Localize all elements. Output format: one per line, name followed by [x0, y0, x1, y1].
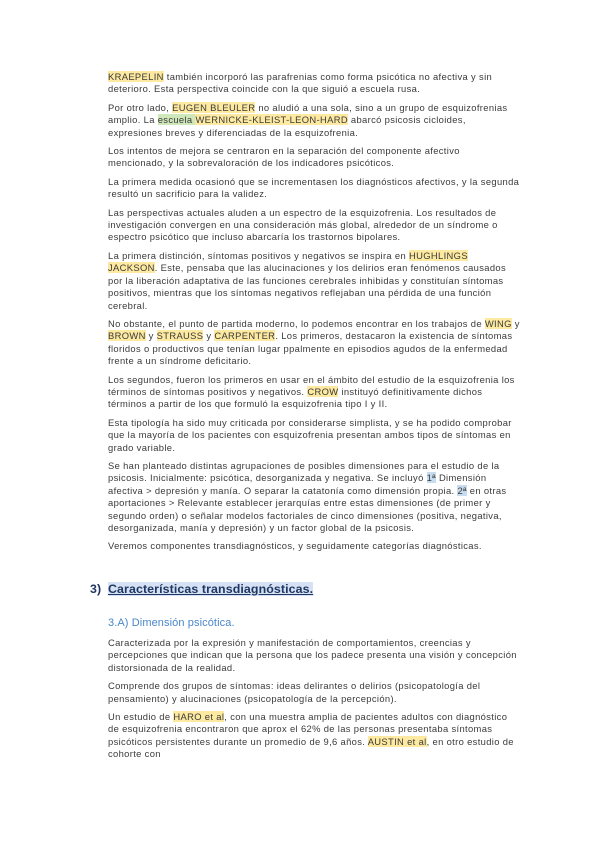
text-run: La primera medida ocasionó que se incrementasen los diagnósticos afectivos, y la segunda resultó un sacrificio para la validez.: [108, 175, 520, 200]
highlighted-author: EUGEN BLEULER: [172, 101, 256, 113]
paragraph: [108, 250, 520, 312]
text-run: y: [203, 330, 215, 342]
highlighted-author: AUSTIN et al: [367, 735, 427, 747]
text-run: Los segundos, fueron los primeros en usar en el ámbito del estudio de la esquizofrenia los términos de síntomas positivos y negativos.: [108, 373, 515, 397]
highlighted-author: WING: [484, 317, 512, 329]
paragraph: [108, 680, 520, 705]
highlighted-author: BROWN: [108, 330, 146, 342]
paragraph: [108, 207, 520, 244]
text-run: Por otro lado,: [108, 101, 173, 113]
text-run: Veremos componentes transdiagnósticos, y seguidamente categorías diagnósticas.: [108, 540, 482, 552]
text-run: . Este, pensaba que las alucinaciones y los delirios eran fenómenos causados por la liberación adaptativa de las funciones cerebrales inhibidas y constituían síntomas positivos, mientras que los síntomas negativos reflejaban una pérdida de una función cerebral.: [108, 262, 507, 311]
paragraph: [108, 637, 520, 674]
highlighted-author: STRAUSS: [156, 330, 204, 342]
paragraph: [108, 540, 520, 552]
section-number: 3): [90, 582, 102, 596]
text-run: en otras aportaciones > Relevante establecer jerarquías entre estas dimensiones (de primer y segundo orden) o señalar modelos factoriales de cinco dimensiones (positiva, negativa, desorganizada, manía y depresión) y un factor global de la psicosis.: [108, 484, 507, 533]
paragraph: [108, 318, 520, 368]
section-heading: [90, 582, 313, 596]
highlighted-ordinal: 2ª: [457, 484, 467, 496]
highlighted-author: WERNICKE-KLEIST-LEON-HARD: [195, 114, 348, 126]
highlighted-ordinal: 1ª: [426, 472, 436, 484]
highlighted-author: CROW: [307, 385, 339, 397]
text-run: abarcó psicosis cicloides, expresiones breves y diferenciadas de la esquizofrenia.: [108, 114, 466, 138]
text-run: Los intentos de mejora se centraron en la separación del componente afectivo mencionado, y la sobrevaloración de los indicadores psicóticos.: [108, 145, 460, 169]
text-run: . Los primeros, destacaron la existencia de síntomas floridos o productivos que tenían lugar ppalmente en episodios agudos de la enfermedad frente a un síndrome deficitario.: [108, 330, 513, 367]
body-text-block-1: [108, 71, 520, 559]
highlighted-text: escuela: [157, 114, 196, 126]
paragraph: [108, 102, 520, 139]
paragraph: [108, 374, 520, 411]
text-run: No obstante, el punto de partida moderno, lo podemos encontrar en los trabajos de: [108, 317, 485, 329]
text-run: no aludió a una sola, sino a un grupo de esquizofrenias amplio. La: [108, 101, 508, 126]
text-run: Comprende dos grupos de síntomas: ideas delirantes o delirios (psicopatología del pensamiento) y alucinaciones (psicopatología de la percepción).: [108, 680, 481, 704]
highlighted-author: HARO et al: [173, 711, 225, 723]
paragraph: [108, 711, 520, 761]
text-run: Dimensión afectiva > depresión y manía. O separar la catatonía como dimensión propia.: [108, 472, 487, 496]
highlighted-author: KRAEPELIN: [108, 71, 164, 82]
text-run: y: [145, 330, 157, 342]
text-run: también incorporó las parafrenias como forma psicótica no afectiva y sin deterioro. Esta perspectiva coincide con la que siguió a escuela rusa.: [108, 71, 493, 95]
highlighted-author: CARPENTER: [214, 330, 276, 342]
text-run: instituyó definitivamente dichos términos a partir de los que formuló la esquizofrenia tipo I y II.: [108, 385, 483, 410]
text-run: Esta tipología ha sido muy criticada por considerarse simplista, y se ha podido comprobar que la mayoría de los pacientes con esquizofrenia presentan ambos tipos de síntomas en grado variable.: [108, 416, 512, 453]
paragraph: [108, 460, 520, 534]
paragraph: [108, 71, 520, 96]
section-title: Características transdiagnósticas.: [108, 582, 314, 596]
text-run: y: [511, 317, 520, 329]
paragraph: [108, 176, 520, 201]
highlighted-author: HUGHLINGS JACKSON: [108, 249, 468, 274]
text-run: , en otro estudio de cohorte con: [108, 735, 514, 760]
text-run: Se han planteado distintas agrupaciones de posibles dimensiones para el estudio de la psicosis. Inicialmente: psicótica, desorganizada y negativa. Se incluyó: [108, 459, 500, 484]
body-text-block-2: [108, 637, 520, 767]
text-run: Las perspectivas actuales aluden a un espectro de la esquizofrenia. Los resultados de investigación convergen en una consideración más global, alrededor de un síndrome o espectro psicótico que incluso abarcaría los trastornos bipolares.: [108, 206, 498, 243]
text-run: , con una muestra amplia de pacientes adultos con diagnóstico de esquizofrenia encontraron que aprox el 62% de las personas presentaba síntomas psicóticos persistentes durante un promedio de 9,6 años.: [108, 711, 508, 747]
text-run: La primera distinción, síntomas positivos y negativos se inspira en: [108, 249, 410, 261]
text-run: Un estudio de: [108, 711, 174, 723]
paragraph: [108, 417, 520, 454]
paragraph: [108, 145, 520, 170]
text-run: Caracterizada por la expresión y manifestación de comportamientos, creencias y percepciones que indican que la persona que los padece presenta una visión y concepción distorsionada de la realidad.: [108, 637, 517, 673]
subsection-heading: 3.A) Dimensión psicótica.: [108, 617, 235, 629]
